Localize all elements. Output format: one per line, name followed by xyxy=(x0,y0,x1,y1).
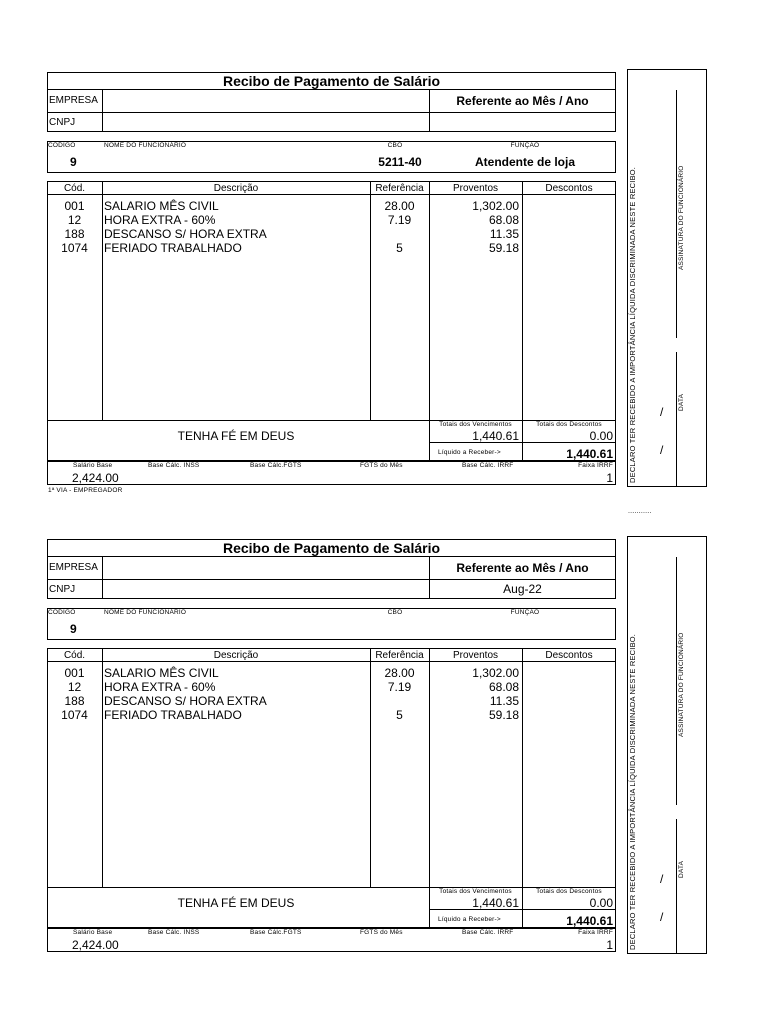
totais-vencimentos-label: Totais dos Vencimentos xyxy=(439,421,512,428)
col-header-descontos: Descontos xyxy=(545,183,593,194)
empresa-label: EMPRESA xyxy=(49,95,98,106)
row-referencia: 5 xyxy=(396,708,403,722)
signature-box xyxy=(627,536,707,954)
row-referencia: 7.19 xyxy=(387,680,412,694)
col-header-referencia: Referência xyxy=(375,650,424,661)
salario-base-label: Salário Base xyxy=(73,929,113,936)
referente-value: Aug-22 xyxy=(503,582,542,596)
footer-block xyxy=(47,928,616,952)
referente-label: Referente ao Mês / Ano xyxy=(456,94,589,108)
row-cod: 188 xyxy=(64,227,85,241)
declaration-text: DECLARO TER RECEBIDO A IMPORTÂNCIA LÍQUIDA DISCRIMINADA NESTE RECIBO. xyxy=(628,166,637,483)
codigo-value: 9 xyxy=(70,622,77,636)
row-proventos: 11.35 xyxy=(489,227,519,241)
codigo-value: 9 xyxy=(70,155,77,169)
row-descricao: DESCANSO S/ HORA EXTRA xyxy=(104,694,267,708)
row-proventos: 1,302.00 xyxy=(472,199,519,213)
base-fgts-label: Base Cálc.FGTS xyxy=(250,462,302,469)
row-descricao: HORA EXTRA - 60% xyxy=(104,680,216,694)
totais-vencimentos-value: 1,440.61 xyxy=(472,896,519,910)
referente-label: Referente ao Mês / Ano xyxy=(456,561,589,575)
row-cod: 188 xyxy=(64,694,85,708)
nome-label: NOME DO FUNCIONÁRIO xyxy=(104,142,187,149)
signature-label: ASSINATURA DO FUNCIONÁRIO xyxy=(678,165,685,270)
row-cod: 1074 xyxy=(61,708,88,722)
row-proventos: 68.08 xyxy=(488,213,519,227)
date-slash: / xyxy=(660,405,664,419)
codigo-label: CÓDIGO xyxy=(48,609,76,616)
message-text: TENHA FÉ EM DEUS xyxy=(177,429,295,443)
fgts-mes-label: FGTS do Mês xyxy=(360,462,403,469)
faixa-irrf-value: 1 xyxy=(606,938,613,952)
funcao-value: Atendente de loja xyxy=(474,155,575,169)
footer-block xyxy=(47,461,616,485)
row-descricao: HORA EXTRA - 60% xyxy=(104,213,216,227)
base-inss-label: Base Cálc. INSS xyxy=(148,929,200,936)
row-descricao: SALARIO MÊS CIVIL xyxy=(104,199,219,213)
via-label: 1ª VIA - EMPREGADOR xyxy=(48,487,123,494)
fgts-mes-label: FGTS do Mês xyxy=(360,929,403,936)
base-irrf-label: Base Cálc. IRRF xyxy=(462,929,514,936)
row-referencia: 28.00 xyxy=(384,666,415,680)
row-referencia: 28.00 xyxy=(384,199,415,213)
row-descricao: DESCANSO S/ HORA EXTRA xyxy=(104,227,267,241)
salario-base-label: Salário Base xyxy=(73,462,113,469)
funcao-label: FUNÇÃO xyxy=(510,142,540,149)
payslip-title: Recibo de Pagamento de Salário xyxy=(222,73,441,89)
row-descricao: SALARIO MÊS CIVIL xyxy=(104,666,219,680)
faixa-irrf-value: 1 xyxy=(606,471,613,485)
col-header-cod: Cód. xyxy=(63,650,86,661)
date-label: DATA xyxy=(678,860,685,878)
col-header-proventos: Proventos xyxy=(452,650,499,661)
signature-label: ASSINATURA DO FUNCIONÁRIO xyxy=(678,632,685,737)
base-inss-label: Base Cálc. INSS xyxy=(148,462,200,469)
salario-base-value: 2,424.00 xyxy=(72,471,119,485)
totais-descontos-label: Totais dos Descontos xyxy=(536,421,602,428)
col-header-referencia: Referência xyxy=(375,183,424,194)
nome-label: NOME DO FUNCIONÁRIO xyxy=(104,609,187,616)
row-referencia: 5 xyxy=(396,241,403,255)
date-slash: / xyxy=(660,443,664,457)
col-header-descontos: Descontos xyxy=(545,650,593,661)
cnpj-label: CNPJ xyxy=(49,117,76,128)
faixa-irrf-label: Faixa IRRF xyxy=(578,462,613,469)
liquido-label: Líquido a Receber-> xyxy=(438,916,501,923)
funcao-label: FUNÇÃO xyxy=(510,609,540,616)
row-cod: 001 xyxy=(64,199,85,213)
totais-descontos-label: Totais dos Descontos xyxy=(536,888,602,895)
separator-dots: ........... xyxy=(628,508,652,515)
faixa-irrf-label: Faixa IRRF xyxy=(578,929,613,936)
cbo-label: CBO xyxy=(387,609,403,616)
row-cod: 001 xyxy=(64,666,85,680)
row-referencia: 7.19 xyxy=(387,213,412,227)
totais-descontos-value: 0.00 xyxy=(589,429,613,443)
date-label: DATA xyxy=(678,393,685,411)
salario-base-value: 2,424.00 xyxy=(72,938,119,952)
col-header-cod: Cód. xyxy=(63,183,86,194)
row-cod: 12 xyxy=(67,213,82,227)
row-proventos: 59.18 xyxy=(488,241,519,255)
cbo-label: CBO xyxy=(387,142,403,149)
empresa-label: EMPRESA xyxy=(49,562,98,573)
totais-descontos-value: 0.00 xyxy=(589,896,613,910)
cnpj-label: CNPJ xyxy=(49,584,76,595)
col-header-descricao: Descrição xyxy=(213,183,259,194)
col-header-proventos: Proventos xyxy=(452,183,499,194)
codigo-label: CÓDIGO xyxy=(48,142,76,149)
payslip-title: Recibo de Pagamento de Salário xyxy=(222,540,441,556)
row-proventos: 1,302.00 xyxy=(472,666,519,680)
base-irrf-label: Base Cálc. IRRF xyxy=(462,462,514,469)
signature-box xyxy=(627,69,707,487)
row-proventos: 11.35 xyxy=(489,694,519,708)
row-cod: 1074 xyxy=(61,241,88,255)
row-cod: 12 xyxy=(67,680,82,694)
row-descricao: FERIADO TRABALHADO xyxy=(104,708,242,722)
row-proventos: 68.08 xyxy=(488,680,519,694)
totais-vencimentos-label: Totais dos Vencimentos xyxy=(439,888,512,895)
col-header-descricao: Descrição xyxy=(213,650,259,661)
base-fgts-label: Base Cálc.FGTS xyxy=(250,929,302,936)
row-descricao: FERIADO TRABALHADO xyxy=(104,241,242,255)
cbo-value: 5211-40 xyxy=(378,155,422,169)
liquido-value: 1,440.61 xyxy=(566,914,613,928)
date-slash: / xyxy=(660,910,664,924)
liquido-label: Líquido a Receber-> xyxy=(438,449,501,456)
message-text: TENHA FÉ EM DEUS xyxy=(177,896,295,910)
liquido-value: 1,440.61 xyxy=(566,447,613,461)
row-proventos: 59.18 xyxy=(488,708,519,722)
declaration-text: DECLARO TER RECEBIDO A IMPORTÂNCIA LÍQUIDA DISCRIMINADA NESTE RECIBO. xyxy=(628,633,637,950)
totais-vencimentos-value: 1,440.61 xyxy=(472,429,519,443)
date-slash: / xyxy=(660,872,664,886)
